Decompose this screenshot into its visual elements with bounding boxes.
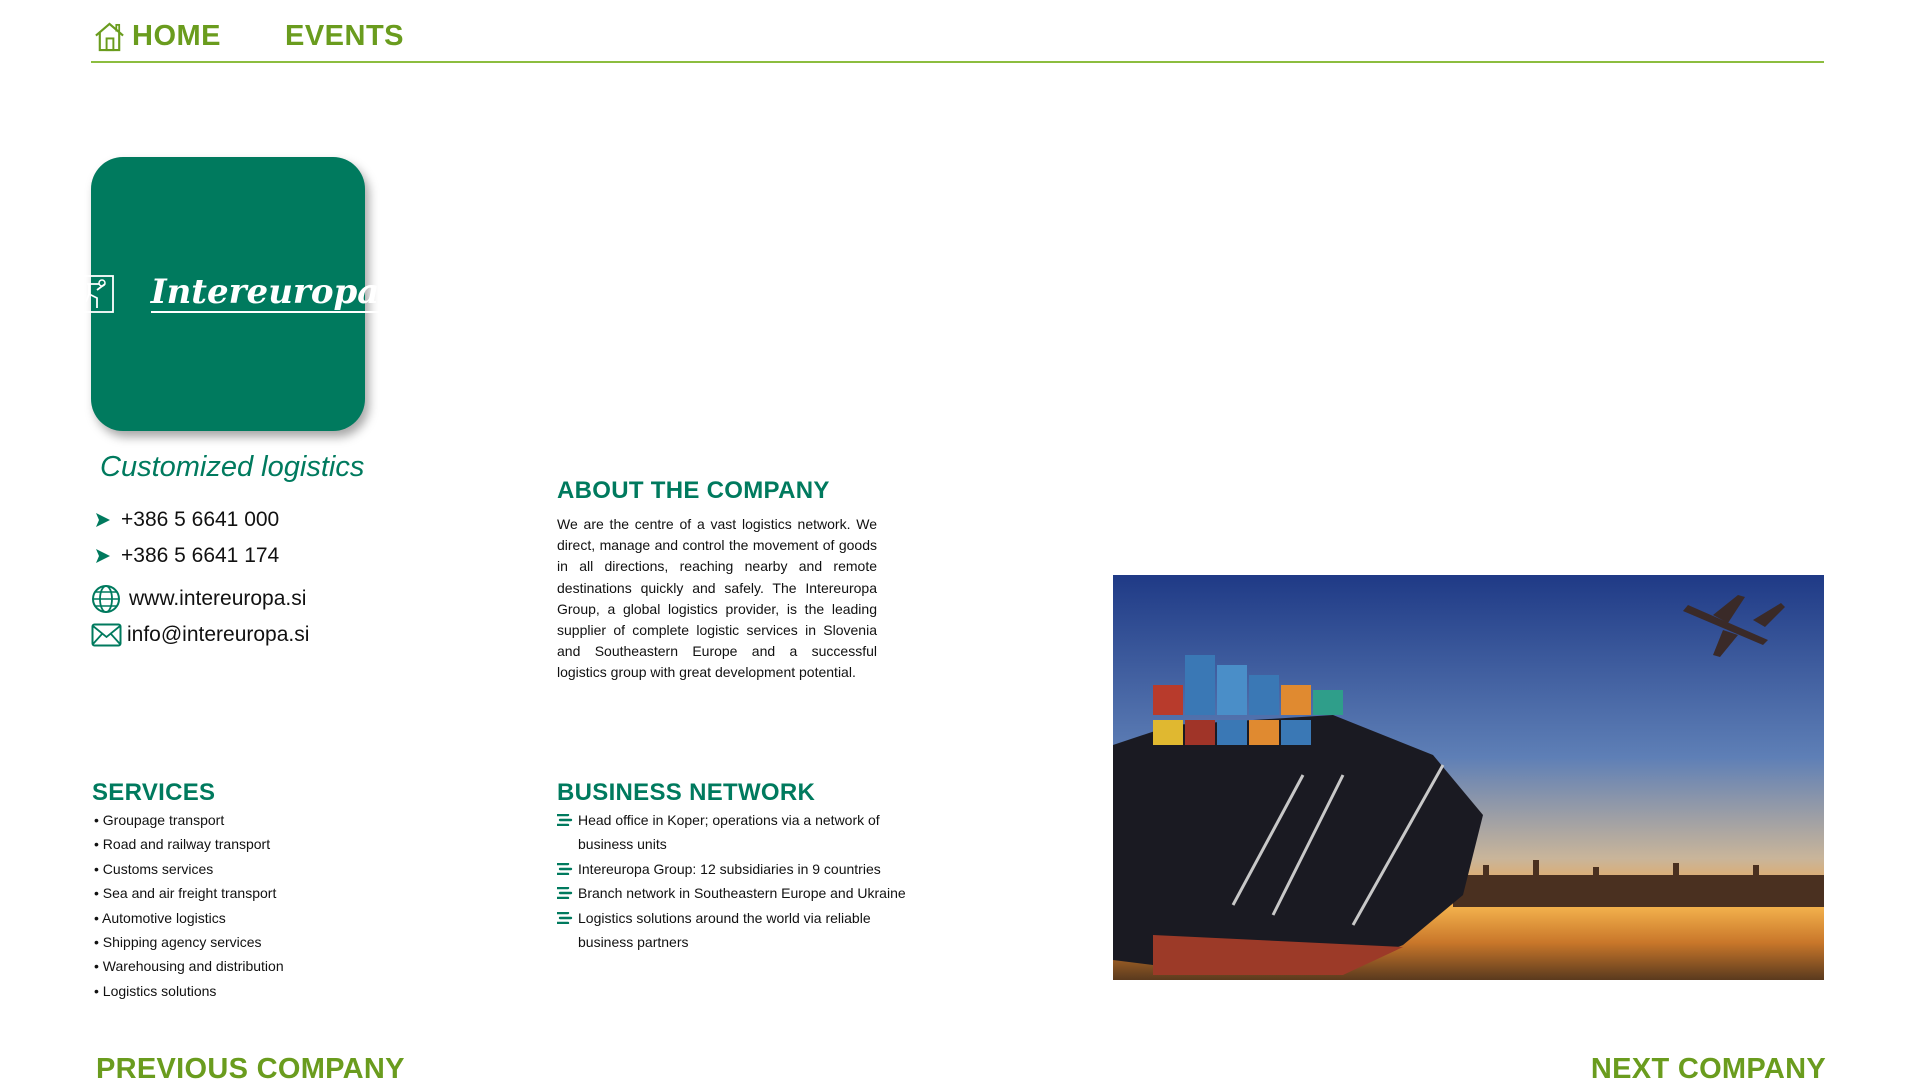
phone-1[interactable] bbox=[91, 508, 279, 532]
phone-1-text: +386 5 6641 000 bbox=[121, 508, 280, 531]
website-link[interactable] bbox=[91, 584, 306, 614]
list-item bbox=[557, 808, 907, 857]
network-item-text: Logistics solutions around the world via reliable business partners bbox=[578, 909, 871, 951]
phone-2[interactable] bbox=[91, 544, 279, 568]
list-item: • Customs services bbox=[94, 857, 284, 881]
speed-lines-icon bbox=[557, 912, 573, 924]
list-item: • Sea and air freight transport bbox=[94, 881, 284, 905]
previous-company-link[interactable]: PREVIOUS COMPANY bbox=[96, 1053, 405, 1080]
home-icon bbox=[93, 20, 126, 53]
list-item: • Shipping agency services bbox=[94, 930, 284, 954]
list-item: • Road and railway transport bbox=[94, 832, 284, 856]
home-label: HOME bbox=[132, 20, 221, 52]
next-company-link[interactable]: NEXT COMPANY bbox=[1590, 1053, 1826, 1080]
home-link[interactable] bbox=[93, 20, 221, 53]
about-title: ABOUT THE COMPANY bbox=[557, 477, 830, 504]
list-item: • Warehousing and distribution bbox=[94, 954, 284, 978]
arrow-right-icon bbox=[95, 548, 111, 564]
list-item bbox=[557, 881, 907, 905]
network-item-text: Head office in Koper; operations via a network of business units bbox=[578, 812, 880, 853]
speed-lines-icon bbox=[557, 814, 573, 826]
services-title: SERVICES bbox=[92, 779, 216, 806]
website-text: www.intereuropa.si bbox=[129, 587, 307, 610]
speed-lines-icon bbox=[557, 887, 573, 899]
network-item-text: Intereuropa Group: 12 subsidiaries in 9 countries bbox=[578, 860, 881, 877]
speed-lines-icon bbox=[557, 863, 573, 875]
list-item bbox=[557, 906, 907, 955]
globe-icon bbox=[91, 584, 121, 614]
arrow-right-icon bbox=[95, 512, 111, 528]
network-list bbox=[557, 808, 907, 954]
list-item bbox=[557, 857, 907, 881]
phone-2-text: +386 5 6641 174 bbox=[121, 544, 280, 567]
network-item-text: Branch network in Southeastern Europe and Ukraine bbox=[578, 885, 906, 902]
list-item: • Logistics solutions bbox=[94, 979, 284, 1003]
events-link[interactable] bbox=[285, 20, 404, 53]
envelope-icon bbox=[91, 623, 122, 647]
services-list bbox=[94, 808, 284, 1003]
email-link[interactable] bbox=[91, 623, 309, 647]
network-title: BUSINESS NETWORK bbox=[557, 779, 816, 806]
logo-mark-icon bbox=[77, 274, 115, 314]
company-logo-tile bbox=[91, 157, 390, 431]
logo-wordmark: Intereuropa ® bbox=[150, 272, 390, 312]
hero-image-cargo-ship bbox=[1113, 575, 1824, 980]
list-item: • Automotive logistics bbox=[94, 906, 284, 930]
email-text: info@intereuropa.si bbox=[127, 623, 310, 646]
top-navigation bbox=[91, 18, 1824, 63]
company-tagline: Customized logistics bbox=[100, 451, 365, 483]
events-label: EVENTS bbox=[285, 20, 405, 52]
about-text: We are the centre of a vast logistics network. We direct, manage and control the movement of goods in all directions, reaching nearby and remote destinations quickly and safely. The Intereuropa Group, a global logistics provider, is the leading supplier of complete logistic services in Slovenia and Southeastern Europe and a successful logistics group with great development potential. bbox=[557, 516, 877, 681]
company-logo bbox=[77, 272, 390, 314]
list-item: • Groupage transport bbox=[94, 808, 284, 832]
